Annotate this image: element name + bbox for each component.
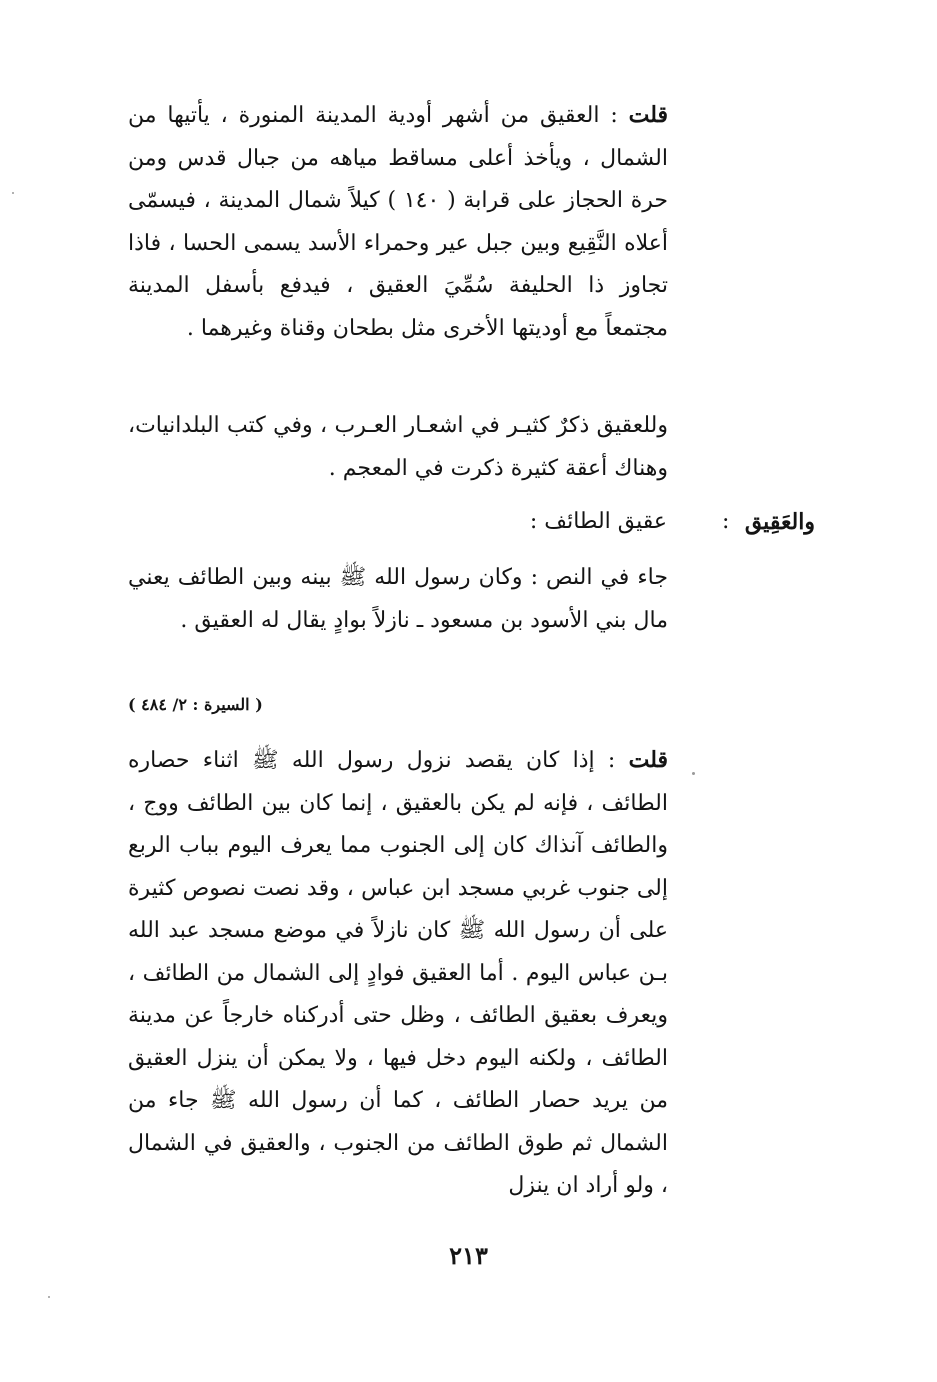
scan-speck	[692, 772, 695, 775]
paragraph-source-quote	[128, 556, 668, 642]
scan-speck	[12, 192, 14, 194]
paragraph-aqiq-mentions	[128, 405, 668, 490]
paragraph-body: وللعقيق ذكرٌ كثيـر في اشعـار العـرب ، وفي كتب البلدانيات، وهناك أعقة كثيرة ذكرت في المعجم .	[128, 413, 668, 481]
page-number: ٢١٣	[449, 1241, 488, 1270]
paragraph-lead-word: قلت	[628, 747, 668, 773]
paragraph-body: جاء في النص : وكان رسول الله ﷺ بينه وبين الطائف يعني مال بني الأسود بن مسعود ـ نازلاً بوادٍ يقال له العقيق .	[128, 565, 668, 633]
paragraph-body: : العقيق من أشهر أودية المدينة المنورة ، يأتيها من الشمال ، ويأخذ أعلى مساقط مياهه من جبال قدس ومن حرة الحجاز على قرابة ( ١٤٠ ) كيلاً شمال المدينة ، فيسمّى أعلاه النَّقِيع وبين جبل عير وحمراء الأسد يسمى الحسا ، فاذا تجاوز ذا الحليفة سُمِّيَ العقيق ، فيدفع بأسفل المدينة مجتمعاً مع أوديتها الأخرى مثل بطحان وقناة وغيرهما .	[128, 103, 668, 341]
paragraph-lead-word: قلت	[628, 102, 668, 128]
entry-headword: والعَقِيق	[744, 509, 815, 535]
entry-separator: :	[722, 509, 730, 534]
scan-speck	[48, 1296, 50, 1298]
paragraph-qult-commentary	[128, 739, 668, 1208]
entry-definition: عقيق الطائف :	[529, 509, 667, 534]
paragraph-body: : إذا كان يقصد نزول رسول الله ﷺ اثناء حصاره الطائف ، فإنه لم يكن بالعقيق ، إنما كان بين الطائف ووج ، والطائف آنذاك كان إلى الجنوب مما يعرف اليوم بباب الربع إلى جنوب غربي مسجد ابن عباس ، وقد نصت نصوص كثيرة على أن رسول الله ﷺ كان نازلاً في موضع مسجد عبد الله بـن عباس اليوم . أما العقيق فوادٍ إلى الشمال من الطائف ، ويعرف بعقيق الطائف ، وظل حتى أدركناه خارجاً عن مدينة الطائف ، ولكنه اليوم دخل فيها ، ولا يمكن أن ينزل العقيق من يريد حصار الطائف ، كما أن رسول الله ﷺ جاء من الشمال ثم طوق الطائف من الجنوب ، والعقيق في الشمال ، ولو أراد ان ينزل	[128, 748, 668, 1198]
paragraph-qult-aqiq-description	[128, 94, 668, 350]
source-citation: ( السيرة : ٢/ ٤٨٤ )	[128, 695, 263, 714]
